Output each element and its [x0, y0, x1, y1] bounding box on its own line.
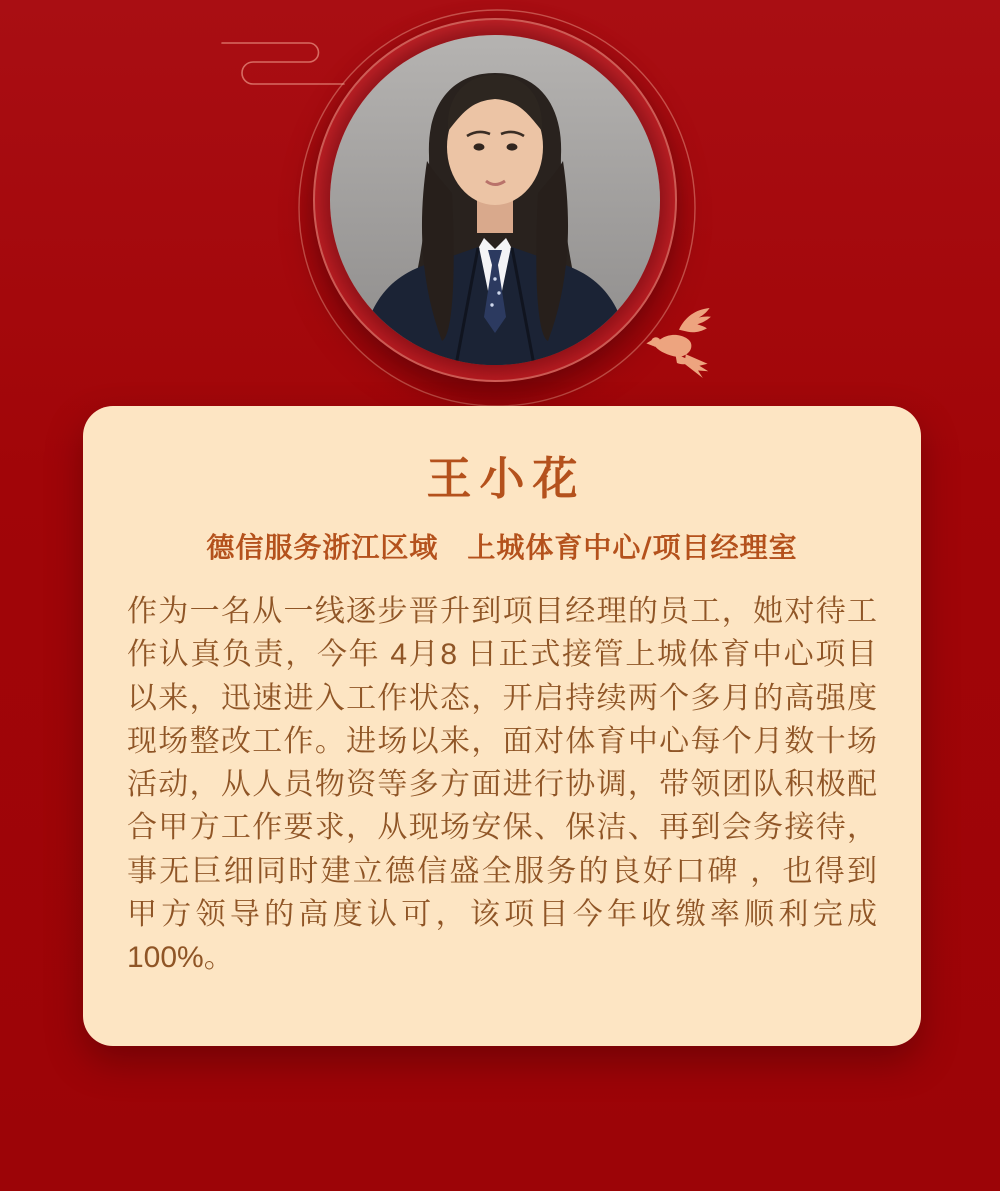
eye-right — [507, 143, 518, 150]
bio-line: 作为一名从一线逐步晋升到项目经理的员工，她对待工 — [127, 595, 877, 628]
eye-left — [474, 143, 485, 150]
bio-line: 作认真负责，今年 4月8 日正式接管上城体育中心项目 — [127, 638, 877, 672]
portrait-ring — [313, 18, 677, 382]
bio-line: 以来，迅速进入工作状态，开启持续两个多月的高强度 — [127, 681, 877, 715]
profile-bio — [127, 590, 877, 980]
bio-line: 甲方领导的高度认可，该项目今年收缴率顺利完成 — [127, 898, 877, 932]
person-role: 德信服务浙江区域 上城体育中心/项目经理室 — [206, 531, 798, 564]
bio-line: 合甲方工作要求，从现场安保、保洁、再到会务接待， — [127, 811, 877, 845]
bio-line: 活动，从人员物资等多方面进行协调，带领团队积极配 — [127, 768, 877, 802]
cloud-scroll-icon — [222, 43, 344, 84]
person-name: 王小花 — [426, 452, 586, 505]
profile-card — [83, 406, 921, 1046]
bio-line: 现场整改工作。进场以来，面对体育中心每个月数十场 — [127, 724, 877, 758]
profile-photo — [330, 35, 660, 365]
bio-line: 事无巨细同时建立德信盛全服务的良好口碑 ，也得到 — [127, 854, 877, 888]
bio-line: 100%。 — [127, 941, 234, 975]
dove-icon — [645, 306, 713, 382]
portrait-photo-illustration — [330, 35, 660, 365]
